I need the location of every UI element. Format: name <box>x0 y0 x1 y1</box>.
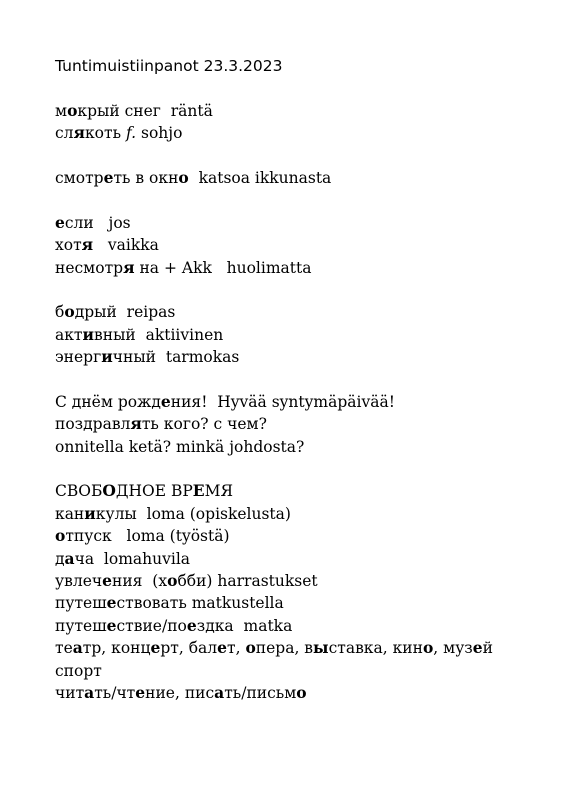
line-text: onnitella ketä? minkä johdosta? <box>55 437 305 456</box>
line-text: ча lomahuvila <box>74 549 191 568</box>
note-line <box>55 548 545 570</box>
line-text: кан <box>55 504 85 523</box>
line-text: т, <box>227 639 246 658</box>
line-text: спорт <box>55 661 102 680</box>
line-text: б <box>55 303 65 322</box>
line-text: крый снег räntä <box>77 101 213 120</box>
note-line <box>55 301 545 323</box>
block-spacer <box>55 279 545 301</box>
line-text: й <box>482 639 493 658</box>
line-text: здка matka <box>196 616 293 635</box>
line-text: sohjo <box>136 124 183 143</box>
line-text: смотр <box>55 168 104 187</box>
gender-mark: f. <box>125 124 137 143</box>
block-spacer <box>55 368 545 390</box>
note-line <box>55 212 545 234</box>
line-text: ть/письм <box>224 683 297 702</box>
stressed-letter: и <box>101 347 113 367</box>
stressed-letter: о <box>67 100 78 120</box>
stressed-letter: е <box>106 615 117 635</box>
note-line <box>55 480 545 502</box>
line-text: vaikka <box>93 236 159 255</box>
note-line <box>55 503 545 525</box>
line-text: поздравл <box>55 415 131 434</box>
note-line <box>55 570 545 592</box>
note-line <box>55 525 545 547</box>
line-text: ть кого? с чем? <box>141 415 267 434</box>
stressed-letter: е <box>217 638 227 658</box>
line-text: тпуск loma (työstä) <box>65 527 230 546</box>
line-text: ствие/по <box>116 616 187 635</box>
note-line <box>55 234 545 256</box>
line-text: акт <box>55 325 83 344</box>
note-line <box>55 346 545 368</box>
stressed-letter: е <box>472 638 483 658</box>
line-text: дрый reipas <box>74 303 176 322</box>
stressed-letter: е <box>55 212 65 232</box>
stressed-letter: а <box>72 638 83 658</box>
line-text: СВОБ <box>55 482 103 501</box>
line-text: сли jos <box>64 213 131 232</box>
line-text: те <box>55 639 73 658</box>
note-line <box>55 391 545 413</box>
note-line <box>55 592 545 614</box>
stressed-letter: а <box>214 682 225 702</box>
line-text: пера, в <box>255 639 314 658</box>
stressed-letter: и <box>84 503 96 523</box>
line-text: ния! Hyvää syntymäpäivää! <box>170 392 395 411</box>
note-line <box>55 682 545 704</box>
note-line <box>55 637 545 659</box>
line-text: ДНОЕ ВР <box>115 482 193 501</box>
stressed-letter: О <box>102 481 116 501</box>
line-text: сл <box>55 124 74 143</box>
line-text: чный tarmokas <box>112 348 240 367</box>
stressed-letter: о <box>245 638 256 658</box>
line-text: ние, пис <box>145 683 215 702</box>
stressed-letter: о <box>422 638 434 658</box>
stressed-letter: е <box>160 391 171 411</box>
stressed-letter: е <box>186 615 197 635</box>
stressed-letter: е <box>150 638 161 658</box>
stressed-letter: о <box>296 682 307 702</box>
note-line <box>55 167 545 189</box>
notes-page <box>55 55 545 704</box>
line-text: тр, конц <box>82 639 151 658</box>
note-line <box>55 413 545 435</box>
notes-content <box>55 77 545 704</box>
line-text: МЯ <box>204 482 233 501</box>
stressed-letter: Е <box>192 481 205 501</box>
note-line <box>55 436 545 458</box>
line-text: С днём рожд <box>55 392 161 411</box>
stressed-letter: е <box>103 167 114 187</box>
line-text: ния (х <box>112 571 168 590</box>
line-text: коть <box>84 124 126 143</box>
line-text: ть в окн <box>113 168 179 187</box>
block-spacer <box>55 458 545 480</box>
block-spacer <box>55 145 545 167</box>
line-text: увлеч <box>55 571 103 590</box>
line-text: рт, бал <box>160 639 218 658</box>
note-line <box>55 100 545 122</box>
stressed-letter: ы <box>313 638 329 658</box>
stressed-letter: е <box>106 593 117 613</box>
page-title: Tuntimuistiinpanot 23.3.2023 <box>55 57 283 75</box>
stressed-letter: я <box>123 257 135 277</box>
stressed-letter: а <box>64 548 75 568</box>
stressed-letter: о <box>64 302 75 322</box>
stressed-letter: е <box>102 570 112 590</box>
line-text: хот <box>55 236 82 255</box>
stressed-letter: о <box>167 570 178 590</box>
line-text: , муз <box>433 639 473 658</box>
stressed-letter: е <box>135 682 146 702</box>
line-text: ть/чт <box>94 683 136 702</box>
stressed-letter: я <box>81 235 94 255</box>
line-text: энерг <box>55 348 102 367</box>
stressed-letter: о <box>178 167 189 187</box>
stressed-letter: о <box>55 526 66 546</box>
stressed-letter: я <box>73 123 85 143</box>
stressed-letter: и <box>82 324 95 344</box>
note-line <box>55 660 545 682</box>
line-text: вный aktiivinen <box>94 325 224 344</box>
block-spacer <box>55 77 545 99</box>
stressed-letter: я <box>130 414 142 434</box>
stressed-letter: а <box>84 682 95 702</box>
block-spacer <box>55 189 545 211</box>
line-text: путеш <box>55 594 107 613</box>
line-text: чит <box>55 683 85 702</box>
line-text: ствовать matkustella <box>116 594 284 613</box>
line-text: ставка, кин <box>328 639 423 658</box>
note-line <box>55 324 545 346</box>
line-text: путеш <box>55 616 107 635</box>
line-text: несмотр <box>55 258 124 277</box>
line-text: katsoa ikkunasta <box>188 168 332 187</box>
line-text: м <box>55 101 68 120</box>
note-line <box>55 615 545 637</box>
note-line <box>55 122 545 144</box>
line-text: на + Akk huolimatta <box>134 258 312 277</box>
note-line <box>55 257 545 279</box>
line-text: д <box>55 549 65 568</box>
line-text: кулы loma (opiskelusta) <box>95 504 291 523</box>
line-text: бби) harrastukset <box>177 571 318 590</box>
